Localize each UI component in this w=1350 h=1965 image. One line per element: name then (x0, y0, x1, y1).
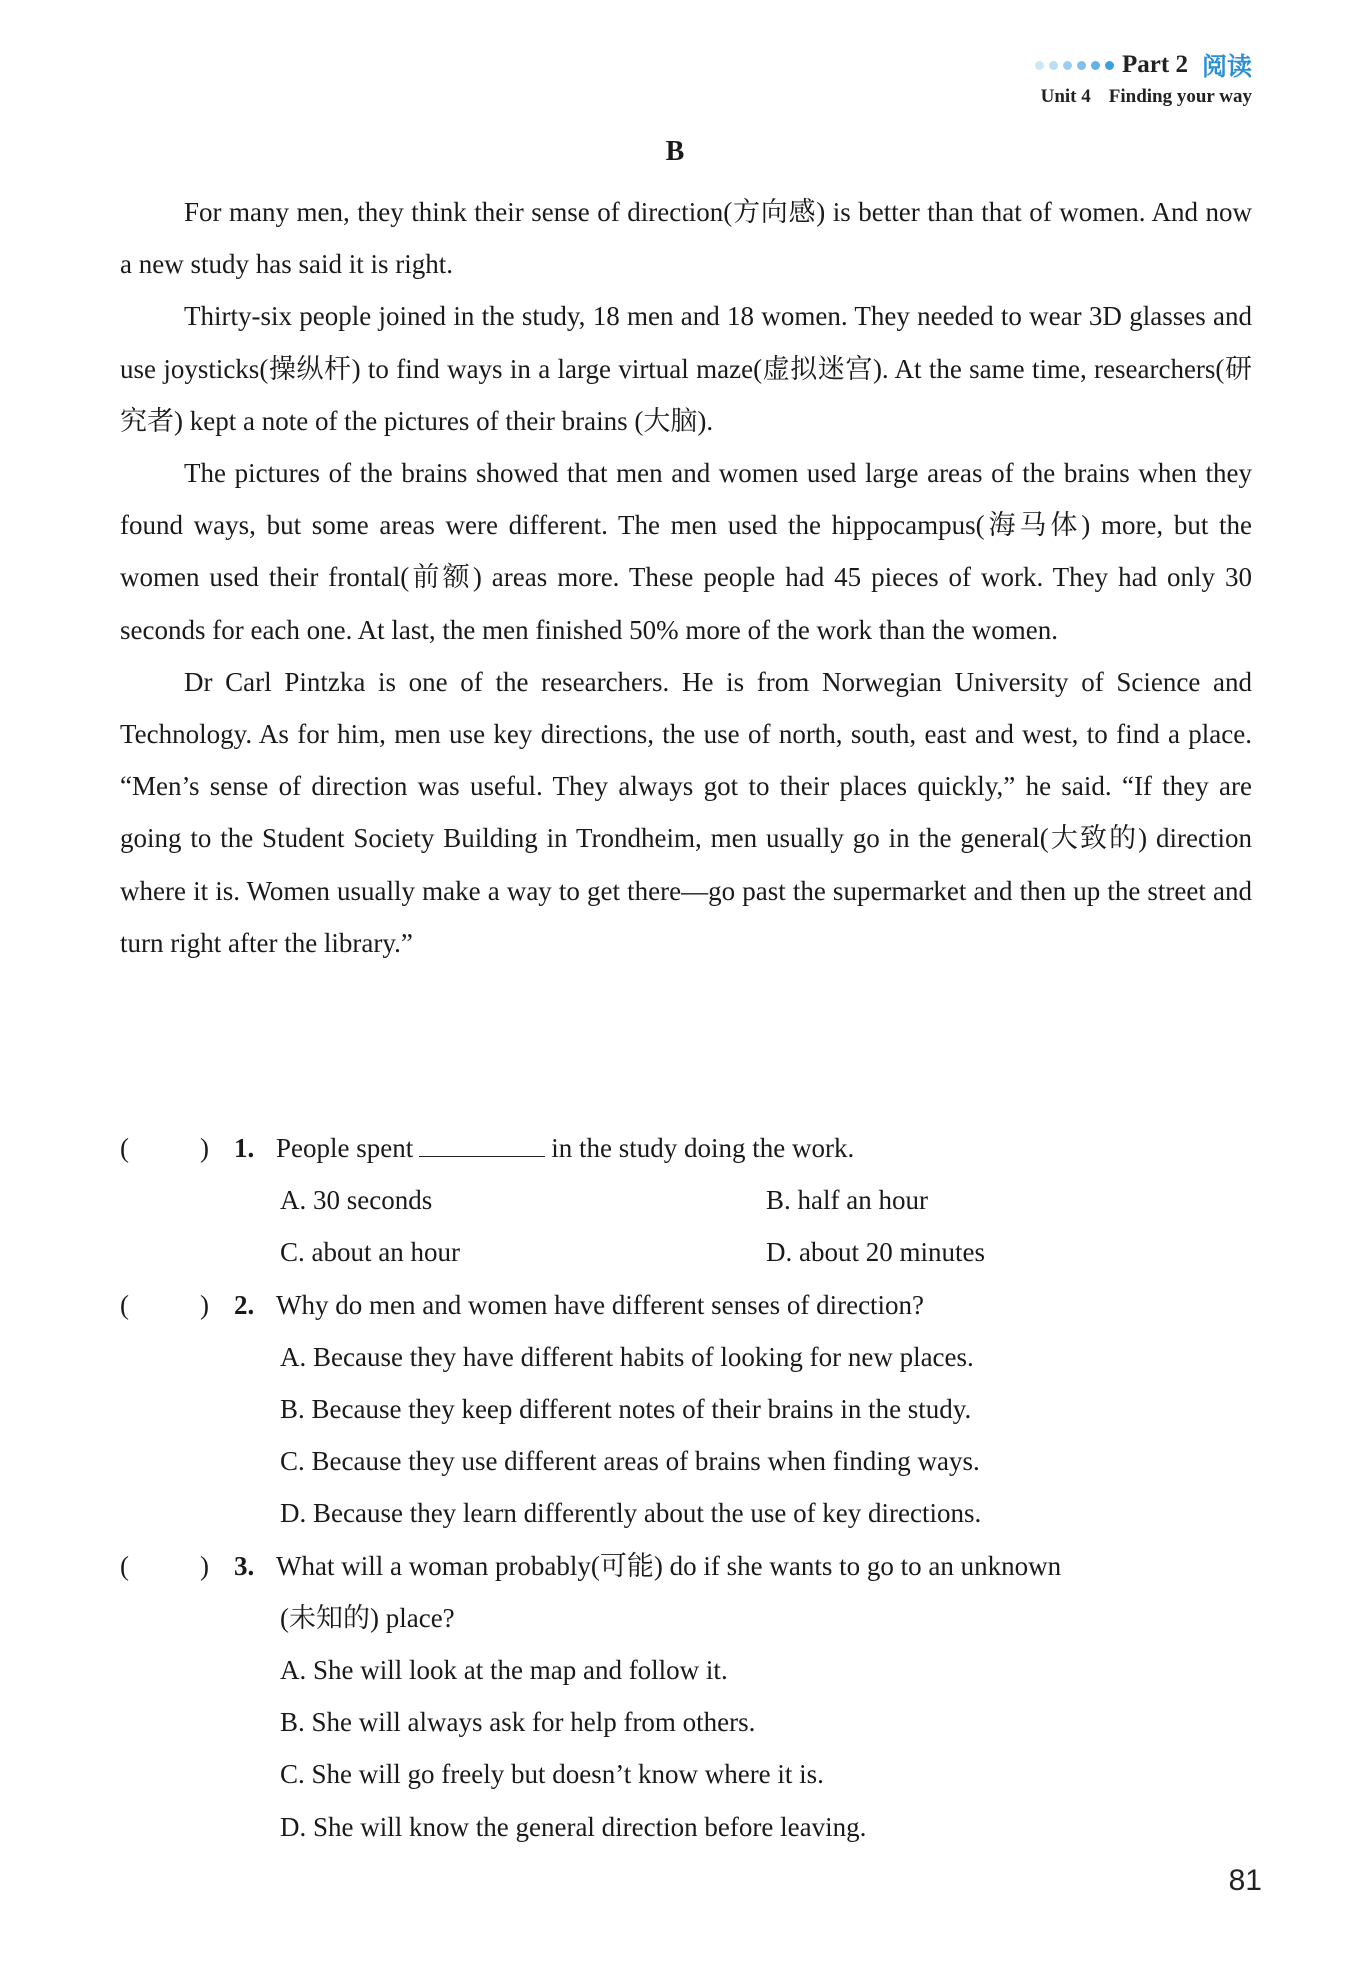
question-text-before: People spent (276, 1133, 414, 1163)
answer-blank[interactable] (419, 1132, 545, 1157)
header-unit: Unit 4 (1040, 86, 1091, 107)
passage-paragraph: Thirty-six people joined in the study, 18 men and 18 women. They needed to wear 3D glasses and use joysticks(操纵杆) to find ways in a large virtual maze(虚拟迷宫). At the same time, researchers(研究者) kept a note of the pictures of their brains (大脑). (120, 301, 1252, 436)
question-number: 3. (234, 1550, 255, 1581)
option-a: A. 30 seconds (280, 1185, 433, 1216)
question-text-after: in the study doing the work. (551, 1133, 855, 1163)
question-text-continued: (未知的) place? (280, 1602, 455, 1633)
option-a: A. She will look at the map and follow it. (280, 1655, 728, 1686)
question-number: 2. (234, 1289, 255, 1320)
passage-paragraph: Dr Carl Pintzka is one of the researchers. He is from Norwegian University of Science and Technology. As for him, men use key directions, the use of north, south, east and west, to find a place. “Men’s sense of direction was useful. They always got to their places quickly,” he said. “If they are going to the Student Society Building in Trondheim, men usually go in the general(大致的) direction where it is. Women usually make a way to get there—go past the supermarket and then up the street and turn right after the library.” (120, 666, 1252, 958)
option-c: C. Because they use different areas of brains when finding ways. (280, 1446, 980, 1477)
answer-paren-close: ) (200, 1550, 209, 1581)
answer-paren-open: ( (120, 1550, 129, 1581)
question-3 (120, 1540, 1252, 1853)
option-b: B. Because they keep different notes of their brains in the study. (280, 1394, 972, 1425)
page-number: 81 (1228, 1864, 1262, 1897)
option-b: B. She will always ask for help from others. (280, 1707, 756, 1738)
section-title: B (665, 136, 685, 167)
option-a: A. Because they have different habits of looking for new places. (280, 1341, 974, 1372)
question-text: What will a woman probably(可能) do if she wants to go to an unknown (276, 1550, 1062, 1581)
page-header (1035, 48, 1252, 108)
passage-paragraph: The pictures of the brains showed that men and women used large areas of the brains when they found ways, but some areas were different. The men used the hippocampus(海马体) more, but the women used their frontal(前额) areas more. These people had 45 pieces of work. They had only 30 seconds for each one. At last, the men finished 50% more of the work than the women. (120, 458, 1252, 645)
question-list (120, 1122, 1252, 1853)
option-d: D. Because they learn differently about the use of key directions. (280, 1498, 982, 1529)
header-part-line (1035, 48, 1252, 82)
question-number: 1. (234, 1133, 255, 1163)
answer-paren-close: ) (200, 1289, 209, 1320)
header-part: Part 2 (1122, 51, 1188, 78)
option-c: C. She will go freely but doesn’t know where it is. (280, 1759, 824, 1790)
option-b: B. half an hour (766, 1185, 928, 1216)
question-text: Why do men and women have different senses of direction? (276, 1289, 925, 1320)
header-section: 阅读 (1201, 52, 1252, 81)
question-text (276, 1122, 1252, 1174)
header-unit-title: Finding your way (1108, 86, 1252, 107)
answer-paren-close: ) (200, 1133, 209, 1163)
reading-passage (120, 186, 1252, 969)
option-d: D. She will know the general direction before leaving. (280, 1811, 867, 1842)
option-c: C. about an hour (280, 1237, 460, 1268)
question-1 (120, 1122, 1252, 1279)
answer-paren-open: ( (120, 1133, 129, 1163)
answer-paren-open: ( (120, 1289, 129, 1320)
passage-paragraph: For many men, they think their sense of direction(方向感) is better than that of women. And now a new study has said it is right. (120, 197, 1252, 280)
question-2 (120, 1279, 1252, 1540)
option-d: D. about 20 minutes (766, 1237, 985, 1268)
header-unit-line (1035, 86, 1252, 108)
decorative-dots-icon (1035, 61, 1114, 70)
